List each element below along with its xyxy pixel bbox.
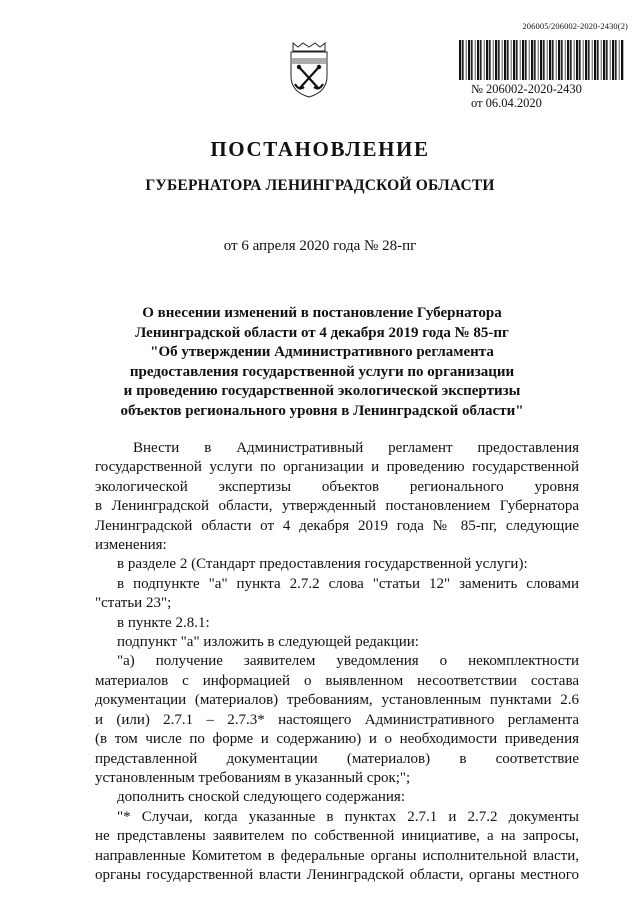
body-line: Ленинградской области от 4 декабря 2019 года № 85-пг, следующие [95, 517, 579, 534]
document-title: ПОСТАНОВЛЕНИЕ [210, 137, 430, 161]
document-reference: 206005/206002-2020-2430(2) [522, 21, 628, 31]
body-line: в разделе 2 (Стандарт предоставления государственной услуги): [117, 556, 528, 573]
barcode-icon [458, 40, 626, 80]
body-line: подпункт "а" изложить в следующей редакции: [117, 634, 419, 651]
body-line: установленным требованиям в указанный срок;"; [95, 769, 411, 786]
body-line: экологической экспертизы объектов регионального уровня [95, 478, 579, 495]
body-line: органы государственной власти Ленинградской области, органы местного [95, 866, 579, 883]
coat-of-arms-icon [288, 40, 330, 98]
body-line: представленной документации (материалов) в соответствие [95, 750, 579, 767]
heading-line: объектов регионального уровня в Ленинградской области" [120, 402, 524, 419]
heading-line: Ленинградской области от 4 декабря 2019 года № 85-пг [135, 324, 509, 341]
body-line: в подпункте "а" пункта 2.7.2 слова "статьи 12" заменить словами [117, 575, 579, 592]
body-line: (в том числе по форме и содержанию) и о необходимости приведения [95, 731, 579, 748]
body-line: государственной услуги по организации и проведению государственной [95, 459, 579, 476]
body-line: "* Случаи, когда указанные в пунктах 2.7.1 и 2.7.2 документы [117, 808, 579, 825]
document-issuer: ГУБЕРНАТОРА ЛЕНИНГРАДСКОЙ ОБЛАСТИ [145, 177, 495, 194]
body-line: в Ленинградской области, утвержденный постановлением Губернатора [95, 498, 579, 515]
body-line: "а) получение заявителем уведомления о некомплектности [117, 653, 579, 670]
body-line: дополнить сноской следующего содержания: [117, 789, 406, 806]
body-line: в пункте 2.8.1: [117, 614, 210, 631]
document-date-number: от 6 апреля 2020 года № 28-пг [223, 238, 417, 254]
registration-date: от 06.04.2020 [471, 96, 542, 110]
heading-line: предоставления государственной услуги по организации [129, 363, 515, 380]
heading-line: О внесении изменений в постановление Губернатора [142, 305, 502, 321]
document-heading [80, 304, 564, 422]
heading-line: "Об утверждении Административного регламента [150, 344, 494, 361]
document-body [95, 439, 579, 885]
body-line: не представлены заявителем по собственной инициативе, а на запросы, [95, 828, 579, 845]
registration-number: № 206002-2020-2430 [471, 82, 582, 96]
body-line: материалов с информацией о выявленном несоответствии состава [95, 672, 579, 689]
body-line: Внести в Административный регламент предоставления [133, 440, 579, 456]
registration-stamp [471, 82, 582, 110]
body-line: направленные Комитетом в федеральные органы исполнительной власти, [95, 847, 579, 864]
body-line: "статьи 23"; [95, 595, 172, 612]
body-line: документации (материалов) требованиям, установленным пунктами 2.6 [95, 692, 579, 709]
body-line: изменения: [95, 537, 167, 554]
body-line: и (или) 2.7.1 – 2.7.3* настоящего Административного регламента [95, 711, 579, 728]
heading-line: и проведению государственной экологической экспертизы [123, 383, 521, 400]
